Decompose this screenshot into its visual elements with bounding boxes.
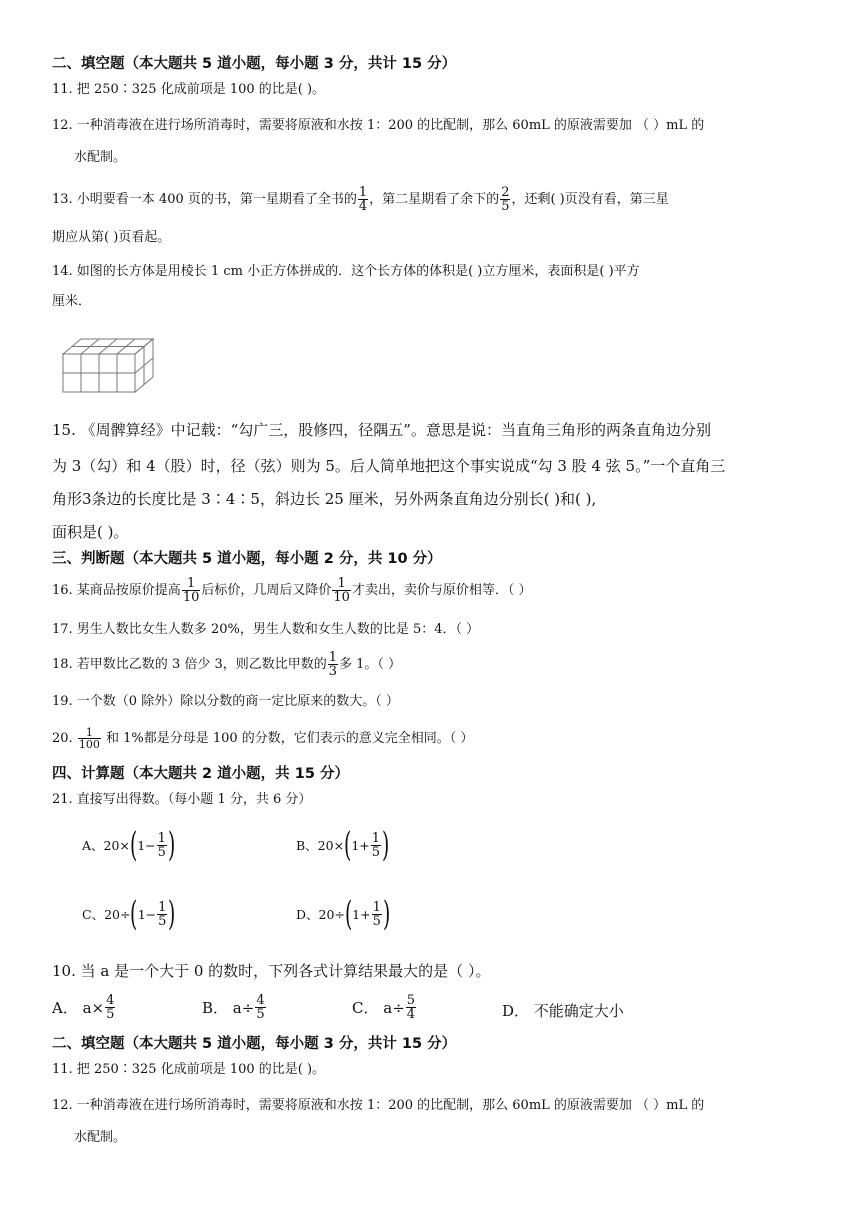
calc-item-a: A、20× ( 1− $\frac{1}{5}$ ) — [82, 825, 176, 865]
fraction: $\frac{1}{4}$ — [358, 185, 368, 214]
question-12-line2: 水配制。 — [74, 150, 127, 165]
question-11: 11. 把 250∶325 化成前项是 100 的比是( )。 — [52, 82, 326, 97]
question-13-line1: 13. 小明要看一本 400 页的书，第一星期看了全书的 $\frac{1}{4}$ ，第二星期看了余下的 $\frac{2}{5}$ ，还剩( )页没有看，第三星 — [52, 185, 669, 214]
question-20: 20. $\frac{1}{100}$ 和 1%都是分母是 100 的分数，它们表示的意义完全相同。（ ） — [52, 726, 474, 751]
question-15-line3: 角形3条边的长度比是 3∶4∶5，斜边长 25 厘米，另外两条直角边分别长( )和( ), — [52, 490, 597, 508]
question-12-line1: 12. 一种消毒液在进行场所消毒时，需要将原液和水按 1：200 的比配制，那么 60mL 的原液需要加 （ ）mL 的 — [52, 118, 705, 133]
question-12-repeat-line2: 水配制。 — [74, 1130, 127, 1145]
section-heading-true-false: 三、判断题（本大题共 5 道小题，每小题 2 分，共 10 分） — [52, 551, 442, 567]
section-heading-fill-blank-repeat: 二、填空题（本大题共 5 道小题，每小题 3 分，共计 15 分） — [52, 1036, 457, 1052]
fraction: $\frac{1}{100}$ — [78, 726, 100, 751]
fraction: $\frac{1}{10}$ — [182, 576, 200, 605]
question-15-line4: 面积是( )。 — [52, 523, 129, 541]
section-heading-fill-blank: 二、填空题（本大题共 5 道小题，每小题 3 分，共计 15 分） — [52, 56, 457, 72]
calc-item-d: D、20÷ ( 1+ $\frac{1}{5}$ ) — [296, 894, 391, 934]
option-b: B． a÷ $\frac{4}{5}$ — [202, 993, 265, 1022]
fraction: $\frac{1}{10}$ — [333, 576, 350, 605]
option-a: A． a× $\frac{4}{5}$ — [52, 993, 115, 1022]
calc-item-c: C、20÷ ( 1− $\frac{1}{5}$ ) — [82, 894, 176, 934]
question-11-repeat: 11. 把 250∶325 化成前项是 100 的比是( )。 — [52, 1062, 326, 1077]
question-15-line1: 15. 《周髀算经》中记载：“勾广三，股修四，径隅五”。意思是说：当直角三角形的两条直角边分别 — [52, 421, 711, 439]
question-19: 19. 一个数（0 除外）除以分数的商一定比原来的数大。（ ） — [52, 694, 399, 709]
question-15-line2: 为 3（勾）和 4（股）时，径（弦）则为 5。后人简单地把这个事实说成“勾 3 股 4 弦 5。”一个直角三 — [52, 457, 726, 475]
question-12-repeat-line1: 12. 一种消毒液在进行场所消毒时，需要将原液和水按 1：200 的比配制，那么 60mL 的原液需要加 （ ）mL 的 — [52, 1098, 705, 1113]
question-18: 18. 若甲数比乙数的 3 倍少 3，则乙数比甲数的 $\frac{1}{3}$ 多 1。（ ） — [52, 650, 402, 679]
option-d: D． 不能确定大小 — [502, 1002, 624, 1020]
calc-item-b: B、20× ( 1+ $\frac{1}{5}$ ) — [296, 825, 390, 865]
question-13-line2: 期应从第( )页看起。 — [52, 230, 171, 245]
question-21: 21. 直接写出得数。（每小题 1 分，共 6 分） — [52, 792, 312, 807]
option-c: C． a÷ $\frac{5}{4}$ — [352, 993, 416, 1022]
cuboid-figure — [62, 337, 154, 395]
fraction: $\frac{1}{3}$ — [328, 650, 338, 679]
question-14-line2: 厘米． — [52, 294, 92, 309]
question-17: 17. 男生人数比女生人数多 20%，男生人数和女生人数的比是 5：4．（ ） — [52, 622, 480, 637]
fraction: $\frac{2}{5}$ — [501, 185, 510, 214]
question-16: 16. 某商品按原价提高 $\frac{1}{10}$ 后标价，几周后又降价 $\frac{1}{10}$ 才卖出，卖价与原价相等．（ ） — [52, 576, 532, 605]
question-14-line1: 14. 如图的长方体是用棱长 1 cm 小正方体拼成的．这个长方体的体积是( )立方厘米，表面积是( )平方 — [52, 264, 640, 279]
section-heading-calculation: 四、计算题（本大题共 2 道小题，共 15 分） — [52, 766, 349, 782]
question-10: 10. 当 a 是一个大于 0 的数时，下列各式计算结果最大的是（ ）。 — [52, 962, 491, 980]
